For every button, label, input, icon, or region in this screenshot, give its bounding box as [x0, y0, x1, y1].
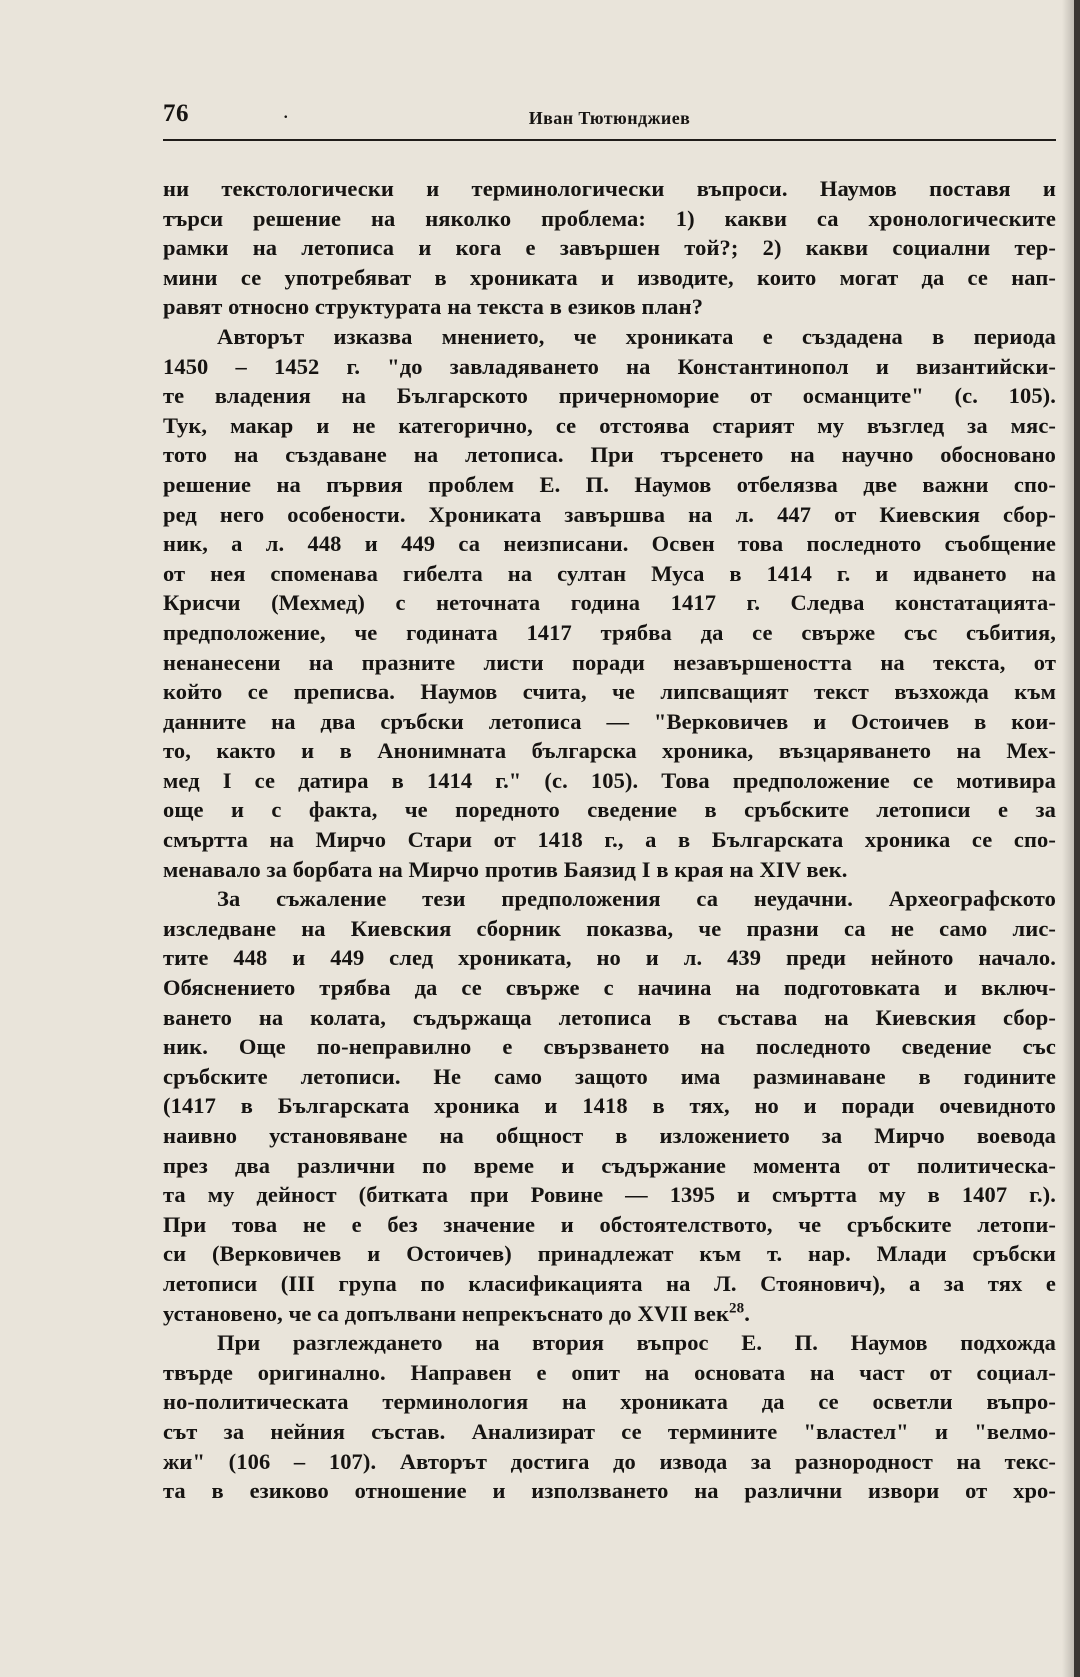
running-head: Иван Тютюнджиев: [528, 108, 691, 128]
page-header: [163, 96, 1056, 136]
text-line: сръбските летописи. Не само защото има разминаване в годините: [163, 1063, 1056, 1089]
header-rule: [163, 139, 1056, 141]
text-line: менавало за борбата на Мирчо против Баязид I в края на XIV век.: [163, 856, 848, 882]
text-line: от нея споменава гибелта на султан Муса в 1414 г. и идването на: [163, 560, 1056, 586]
text-line: си (Верковичев и Остоичев) принадлежат към т. нар. Млади сръбски: [163, 1241, 1056, 1267]
text-line: мини се употребяват в хрониката и изводите, които могат да се нап-: [163, 264, 1056, 290]
text-line: При това не е без значение и обстоятелството, че сръбските летопи-: [163, 1211, 1056, 1237]
text-line: твърде оригинално. Направен е опит на основата на част от социал-: [163, 1359, 1056, 1385]
text-line: сът за нейния състав. Анализират се термините "властел" и "велмо-: [163, 1418, 1056, 1444]
text-line: през два различни по време и съдържание момента от политическа-: [163, 1152, 1056, 1178]
page-edge: [1074, 0, 1080, 1677]
text-line: наивно установяване на общност в изложението за Мирчо воевода: [163, 1123, 1056, 1148]
text-line: изследване на Киевския сборник показва, че празни са не само лис-: [163, 915, 1056, 941]
text-line: ни текстологически и терминологически въпроси. Наумов поставя и: [163, 176, 1056, 201]
text-line: та му дейност (битката при Ровине — 1395 и смъртта му в 1407 г.).: [163, 1182, 1056, 1208]
text-line: ването на колата, съдържаща летописа в състава на Киевския сбор-: [163, 1004, 1056, 1030]
text-line: ненанесени на празните листи поради незавършеността на текста, от: [163, 649, 1056, 675]
text-line: тото на създаване на летописа. При търсенето на научно обосновано: [163, 442, 1056, 468]
text-line: летописи (III група по класификацията на Л. Стоянович), а за тях е: [163, 1270, 1056, 1296]
text-line: 1450 – 1452 г. "до завладяването на Константинопол и византийски-: [163, 353, 1056, 379]
text-line: то, както и в Анонимната българска хроника, възцаряването на Мех-: [163, 738, 1056, 764]
text-line: търси решение на няколко проблема: 1) какви са хронологическите: [163, 205, 1056, 231]
page-number: 76: [163, 100, 189, 127]
text-line: та в езиково отношение и използването на различни извори от хро-: [163, 1478, 1056, 1504]
text-line: още и с факта, че поредното сведение в сръбските летописи е за: [163, 797, 1056, 823]
text-line: данните на два сръбски летописа — "Верковичев и Остоичев в кои-: [163, 708, 1056, 734]
text-line: тите 448 и 449 след хрониката, но и л. 439 преди нейното начало.: [163, 945, 1056, 971]
text-line: мед I се датира в 1414 г." (с. 105). Това предположение се мотивира: [163, 767, 1056, 793]
header-dot: .: [283, 98, 289, 123]
text-line: смъртта на Мирчо Стари от 1418 г., а в Българската хроника се спо-: [163, 827, 1056, 853]
text-line: но-политическата терминология на хрониката да се осветли въпро-: [163, 1389, 1056, 1415]
text-line: Обяснението трябва да се свърже с начина на подготовката и включ-: [163, 975, 1056, 1001]
text-line: Крисчи (Мехмед) с неточната година 1417 г. Следва констатацията-: [163, 590, 1056, 616]
text-line: Тук, макар и не категорично, се отстоява старият му възглед за мяс-: [163, 412, 1056, 438]
text-line: те владения на Българското причерноморие от османците" (с. 105).: [163, 383, 1056, 409]
text-line: предположение, че годината 1417 трябва да се свърже със събития,: [163, 619, 1056, 645]
text-line-content: установено, че са допълвани непрекъснато до XVII век: [163, 1300, 730, 1326]
footnote-tail: .: [744, 1300, 750, 1326]
text-line: рамки на летописа и кога е завършен той?; 2) какви социални тер-: [163, 235, 1056, 261]
text-line: При разглеждането на втория въпрос Е. П. Наумов подхожда: [217, 1330, 1056, 1356]
text-line: равят относно структурата на текста в езиков план?: [163, 294, 704, 320]
text-line: който се преписва. Наумов счита, че липсващият текст възхожда към: [163, 679, 1056, 705]
text-line: жи" (106 – 107). Авторът достига до извода за разнородност на текс-: [163, 1448, 1056, 1474]
text-line: ник, а л. 448 и 449 са неизписани. Освен това последното съобщение: [163, 531, 1056, 557]
text-line: (1417 в Българската хроника и 1418 в тях, но и поради очевидното: [163, 1093, 1056, 1119]
text-line: ник. Още по-неправилно е свързването на последното сведение със: [163, 1034, 1056, 1060]
text-line: За съжаление тези предположения са неудачни. Археографското: [217, 886, 1056, 912]
text-line-with-footnote: [163, 1299, 1056, 1329]
text-line: решение на първия проблем Е. П. Наумов отбелязва две важни спо-: [163, 471, 1056, 497]
footnote-reference: 28: [729, 1300, 745, 1317]
text-line: ред него особености. Хрониката завършва на л. 447 от Киевския сбор-: [163, 501, 1056, 527]
text-body: [163, 174, 1056, 1506]
text-line: Авторът изказва мнението, че хрониката е създадена в периода: [217, 323, 1056, 349]
